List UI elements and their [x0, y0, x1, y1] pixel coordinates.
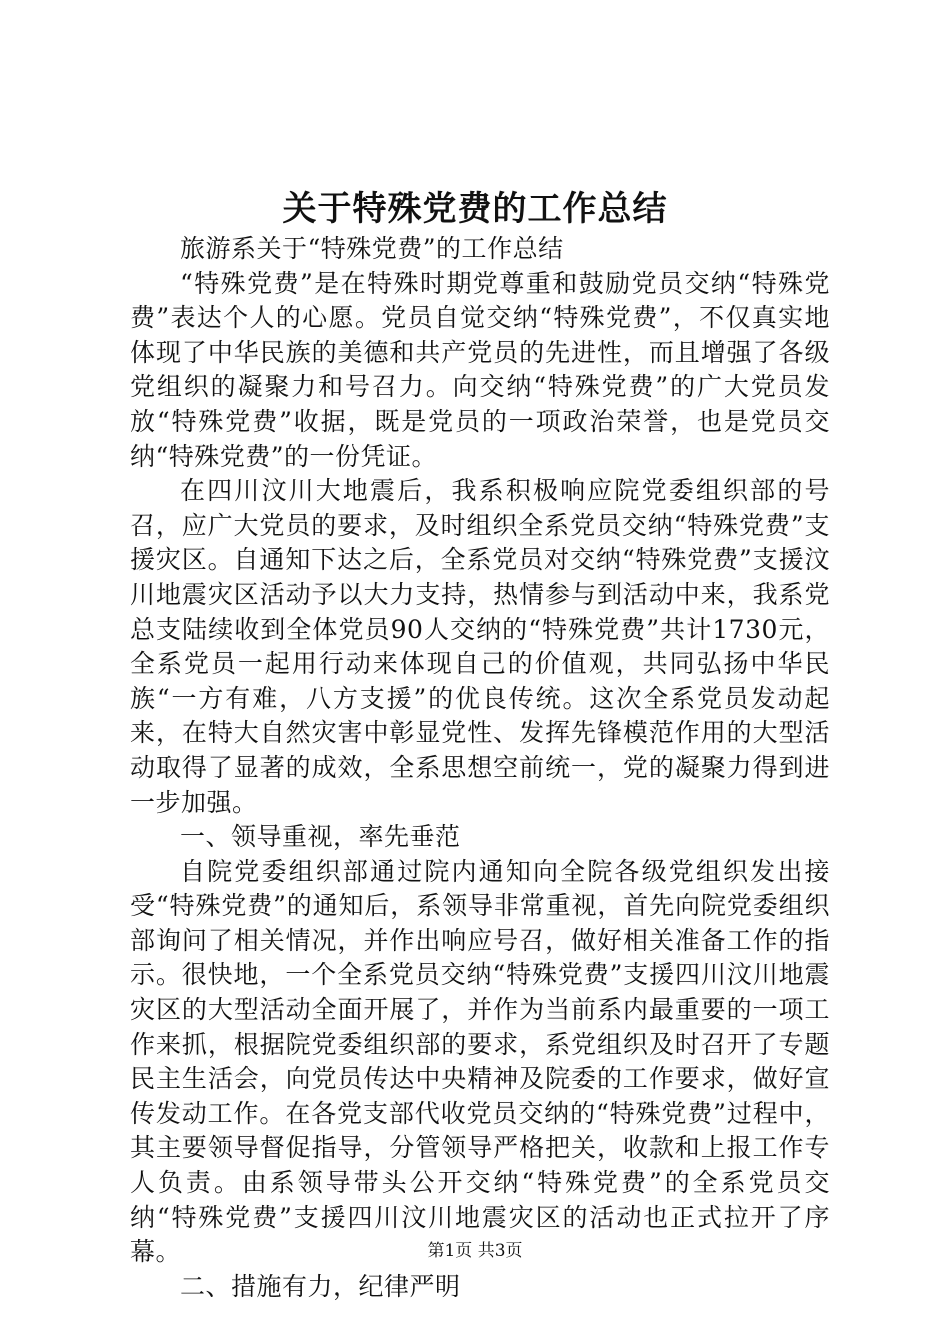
document-subtitle: 旅游系关于“特殊党费”的工作总结 — [180, 234, 564, 263]
paragraph-leadership: 自院党委组织部通过院内通知向全院各级党组织发出接受“特殊党费”的通知后，系领导非常重视，首先向院党委组织部询问了相关情况，并作出响应号召，做好相关准备工作的指示。很快地，一个全系党员交纳“特殊党费”支援四川汶川地震灾区的大型活动全面开展了，并作为当前系内最重要的一项工作来抓，根据院党委组织部的要求，系党组织及时召开了专题民主生活会，向党员传达中央精神及院委的工作要求，做好宣传发动工作。在各党支部代收党员交纳的“特殊党费”过程中，其主要领导督促指导，分管领导严格把关，收款和上报工作专人负责。由系领导带头公开交纳“特殊党费”的全系党员交纳“特殊党费”支援四川汶川地震灾区的活动也正式拉开了序幕。 — [130, 856, 830, 1267]
section-heading-1: 一、领导重视，率先垂范 — [180, 822, 461, 852]
page-footer: 第1页 共3页 — [427, 1241, 523, 1261]
document-body — [130, 232, 830, 1304]
paragraph-intro: “特殊党费”是在特殊时期党尊重和鼓励党员交纳“特殊党费”表达个人的心愿。党员自觉交纳“特殊党费”，不仅真实地体现了中华民族的美德和共产党员的先进性，而且增强了各级党组织的凝聚力和号召力。向交纳“特殊党费”的广大党员发放“特殊党费”收据，既是党员的一项政治荣誉，也是党员交纳“特殊党费”的一份凭证。 — [130, 268, 830, 471]
section-heading-2: 二、措施有力，纪律严明 — [180, 1271, 461, 1301]
document-title: 关于特殊党费的工作总结 — [282, 189, 668, 229]
paragraph-earthquake: 在四川汶川大地震后，我系积极响应院党委组织部的号召，应广大党员的要求，及时组织全系党员交纳“特殊党费”支援灾区。自通知下达之后，全系党员对交纳“特殊党费”支援汶川地震灾区活动予以大力支持，热情参与到活动中来，我系党总支陆续收到全体党员90人交纳的“特殊党费”共计1730元，全系党员一起用行动来体现自己的价值观，共同弘扬中华民族“一方有难，八方支援”的优良传统。这次全系党员发动起来，在特大自然灾害中彰显党性、发挥先锋模范作用的大型活动取得了显著的成效，全系思想空前统一，党的凝聚力得到进一步加强。 — [130, 476, 830, 817]
